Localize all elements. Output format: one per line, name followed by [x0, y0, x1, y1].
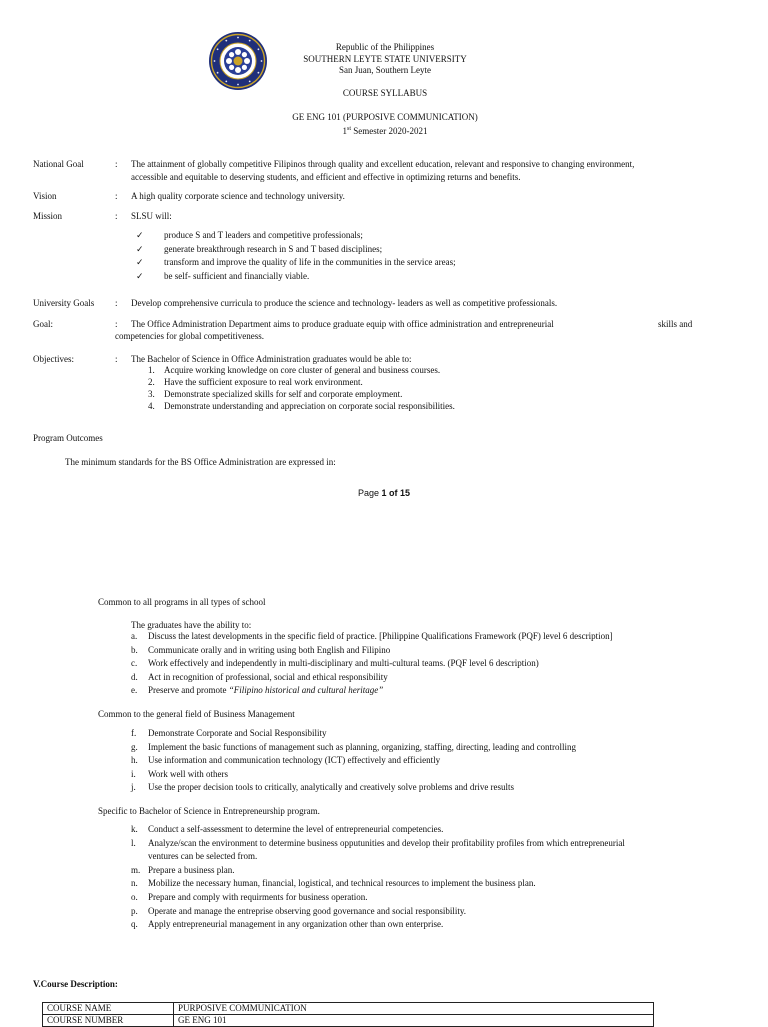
item-text: Use the proper decision tools to critically, analytically and creatively solve problems and drive results: [148, 782, 515, 793]
item-number: 3.: [148, 389, 155, 399]
item-text: Communicate orally and in writing using both English and Filipino: [148, 644, 391, 655]
item-letter: p.: [131, 905, 138, 916]
program-outcomes-heading: Program Outcomes: [33, 433, 103, 443]
table-row: [43, 1015, 654, 1027]
list-item: [148, 364, 455, 376]
check-icon: ✓: [136, 230, 144, 240]
item-text: Work effectively and independently in multi-disciplinary and multi-cultural teams. (PQF level 6 description): [148, 658, 539, 669]
list-item: [131, 918, 625, 932]
national-goal-label: National Goal: [33, 159, 84, 169]
course-title: GE ENG 101 (PURPOSIVE COMMUNICATION): [292, 112, 478, 122]
table-cell-label: COURSE NAME: [43, 1003, 174, 1015]
university-address: San Juan, Southern Leyte: [339, 65, 431, 75]
colon: :: [115, 298, 118, 308]
item-text: Discuss the latest developments in the specific field of practice. [Philippine Qualifications Framework (PQF) level 6 description]: [148, 631, 613, 641]
goal-text-line1-end: skills and: [658, 319, 693, 329]
item-letter: j.: [131, 782, 136, 793]
item-letter: c.: [131, 658, 138, 669]
list-item: [136, 229, 456, 243]
table-cell-label: COURSE NUMBER: [43, 1015, 174, 1027]
item-text: Demonstrate specialized skills for self and corporate employment.: [164, 389, 403, 399]
check-icon: ✓: [136, 257, 144, 268]
semester-line: [230, 124, 540, 138]
item-text: Demonstrate understanding and appreciation on corporate social responsibilities.: [164, 401, 455, 411]
list-item: [131, 837, 625, 851]
course-description-table: [42, 1002, 654, 1027]
common-business-heading: Common to the general field of Business Management: [98, 709, 295, 719]
item-text: Apply entrepreneurial management in any organization other than own enterprise.: [148, 919, 444, 930]
specific-entrep-list: [131, 823, 625, 932]
list-item: [131, 727, 576, 741]
list-item: [131, 823, 625, 837]
colon: :: [115, 211, 118, 221]
university-goals-label: University Goals: [33, 298, 95, 308]
list-item: [131, 891, 625, 905]
semester-text: Semester 2020-2021: [351, 125, 428, 136]
colon: :: [115, 319, 118, 329]
item-text: ventures can be selected from.: [148, 851, 258, 862]
list-item: [131, 630, 613, 644]
table-cell-value: PURPOSIVE COMMUNICATION: [174, 1003, 654, 1015]
mission-intro: SLSU will:: [131, 211, 172, 221]
national-goal-text-line1: The attainment of globally competitive Filipinos through quality and excellent education, relevant and responsive to changing environment,: [131, 159, 635, 169]
list-item: [131, 905, 625, 919]
item-text: Demonstrate Corporate and Social Responsibility: [148, 728, 327, 738]
semester-number: 1: [342, 125, 347, 136]
list-item: [131, 864, 625, 878]
page-current: 1: [381, 488, 387, 498]
list-item-continuation: [131, 850, 625, 864]
item-letter: f.: [131, 728, 137, 738]
document-title: COURSE SYLLABUS: [342, 88, 428, 98]
semester-suffix: st: [346, 125, 351, 132]
list-item: [136, 243, 456, 257]
objectives-intro: The Bachelor of Science in Office Administration graduates would be able to:: [131, 354, 412, 364]
item-italic-text: “Filipino historical and cultural heritage”: [228, 685, 384, 696]
list-item: [136, 256, 456, 270]
item-letter: b.: [131, 644, 138, 655]
item-text: Work well with others: [148, 768, 229, 779]
item-letter: o.: [131, 891, 138, 902]
item-number: 4.: [148, 401, 155, 411]
item-letter: d.: [131, 671, 138, 682]
vision-label: Vision: [33, 191, 57, 201]
item-letter: a.: [131, 631, 138, 641]
goal-text-line2: competencies for global competitiveness.: [115, 331, 264, 341]
list-item: [131, 657, 613, 671]
mission-item-text: generate breakthrough research in S and T based disciplines;: [164, 243, 383, 254]
list-item: [131, 768, 576, 782]
list-item: [131, 754, 576, 768]
item-text: Analyze/scan the environment to determine business opputunities and develop their profitability profiles from which entrepreneurial: [148, 837, 625, 848]
list-item: [148, 376, 455, 388]
list-item: [131, 781, 576, 795]
check-icon: ✓: [136, 243, 144, 254]
mission-label: Mission: [33, 211, 63, 221]
item-letter: q.: [131, 919, 138, 930]
item-number: 2.: [148, 377, 155, 387]
mission-item-text: transform and improve the quality of life in the communities in the service areas;: [164, 257, 456, 268]
item-text: Act in recognition of professional, social and ethical responsibility: [148, 671, 388, 682]
item-number: 1.: [148, 365, 155, 375]
list-item: [148, 388, 455, 400]
common-all-list: [131, 630, 613, 698]
program-outcomes-intro: The minimum standards for the BS Office Administration are expressed in:: [65, 457, 336, 467]
item-text: Mobilize the necessary human, financial, logistical, and technical resources to implement the business plan.: [148, 878, 536, 889]
item-text: Conduct a self-assessment to determine the level of entrepreneurial competencies.: [148, 824, 444, 834]
item-letter: n.: [131, 878, 138, 889]
list-item: [148, 400, 455, 412]
item-letter: k.: [131, 824, 138, 834]
university-goals-text: Develop comprehensive curricula to produce the science and technology- leaders as well as competitive professionals.: [131, 298, 558, 308]
list-item: [131, 644, 613, 658]
item-letter: i.: [131, 768, 136, 779]
list-item: [131, 741, 576, 755]
mission-item-text: be self- sufficient and financially viable.: [164, 270, 310, 281]
goal-label: Goal:: [33, 319, 53, 329]
item-text: Prepare a business plan.: [148, 864, 235, 875]
colon: :: [115, 354, 118, 364]
item-text: Implement the basic functions of management such as planning, organizing, staffing, directing, leading and controlling: [148, 741, 577, 752]
common-all-intro: The graduates have the ability to:: [131, 620, 252, 630]
specific-entrep-heading: Specific to Bachelor of Science in Entrepreneurship program.: [98, 806, 320, 816]
page-of: of: [386, 488, 401, 498]
list-item: [131, 671, 613, 685]
table-row: [43, 1003, 654, 1015]
list-item: [136, 270, 456, 284]
country-line: Republic of the Philippines: [335, 42, 435, 52]
item-text: Operate and manage the entreprise observing good governance and social responsibility.: [148, 905, 467, 916]
national-goal-text-line2: accessible and equitable to deserving students, and efficient and effective in optimizing returns and benefits.: [131, 172, 521, 182]
page-word: Page: [357, 488, 382, 498]
page-number: [0, 487, 768, 499]
university-name: SOUTHERN LEYTE STATE UNIVERSITY: [303, 53, 467, 64]
item-text: Use information and communication technology (ICT) effectively and efficiently: [148, 755, 441, 766]
item-letter: m.: [131, 864, 141, 875]
item-text: Prepare and comply with requirments for business operation.: [148, 891, 368, 902]
mission-list: [136, 229, 456, 283]
objectives-label: Objectives:: [33, 354, 74, 364]
item-letter: h.: [131, 755, 138, 766]
common-business-list: [131, 727, 576, 795]
item-text: Preserve and promote: [148, 685, 229, 696]
course-description-heading: V.Course Description:: [33, 979, 118, 989]
mission-item-text: produce S and T leaders and competitive professionals;: [164, 230, 363, 240]
item-text: Acquire working knowledge on core cluster of general and business courses.: [164, 365, 441, 375]
item-letter: g.: [131, 741, 138, 752]
page-total: 15: [400, 488, 411, 498]
table-cell-value: GE ENG 101: [174, 1015, 654, 1027]
list-item: [131, 877, 625, 891]
item-letter: l.: [131, 837, 136, 848]
item-letter: e.: [131, 685, 138, 696]
goal-text-line1: The Office Administration Department aims to produce graduate equip with office administration and entrepreneurial: [131, 319, 554, 329]
item-text: Have the sufficient exposure to real work environment.: [164, 377, 363, 387]
vision-text: A high quality corporate science and technology university.: [131, 191, 345, 201]
check-icon: ✓: [136, 270, 144, 281]
list-item: [131, 684, 613, 698]
colon: :: [115, 191, 118, 201]
common-all-heading: Common to all programs in all types of school: [98, 597, 266, 607]
objectives-list: [148, 364, 455, 412]
colon: :: [115, 159, 118, 169]
